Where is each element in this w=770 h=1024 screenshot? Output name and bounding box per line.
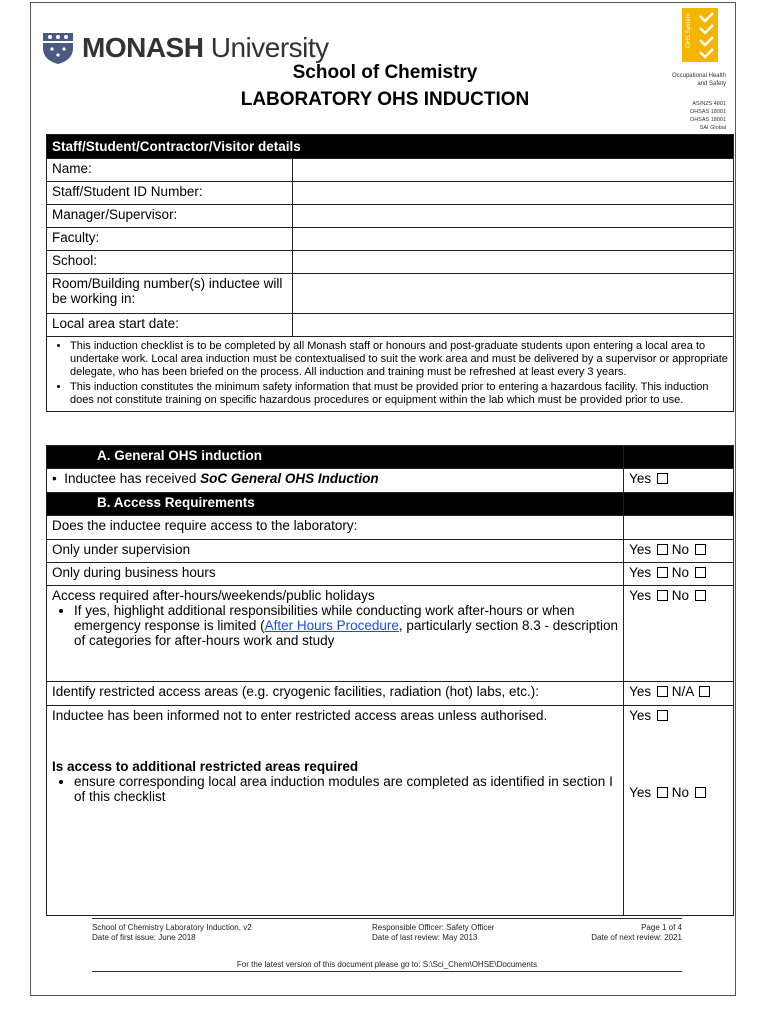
start-date-field[interactable] [292,314,733,337]
footer-page-number: Page 1 of 4 [641,923,682,932]
yes-label: Yes [629,684,652,699]
na-label: N/A [671,684,694,699]
name-label: Name: [47,159,293,182]
after-hours-note-b: , particularly section 8.3 - description of categories for after-hours work and study [74,618,619,648]
after-hours-note: • If yes, highlight additional responsibilities while conducting work after-hours or when emergency response is limited (After Hours Procedure, particularly section 8.3 - description of categories for after-hours work and study [74,603,618,648]
footer-last-review: Date of last review: May 2013 [372,933,478,942]
after-hours-notes [52,603,618,648]
yes-label: Yes [629,565,652,580]
informed-text: Inductee has been informed not to enter restricted access areas unless authorised. [52,708,548,723]
no-label: No [671,565,689,580]
faculty-field[interactable] [292,228,733,251]
notes-cell [47,337,734,412]
general-induction-text: Inductee has received [64,471,201,486]
no-label: No [671,588,689,603]
additional-areas-note: • ensure corresponding local area induction modules are completed as identified in section I of this checklist [74,774,618,804]
faculty-label: Faculty: [47,228,293,251]
supervisor-field[interactable] [292,205,733,228]
after-hours-cell [47,586,624,682]
yes-checkbox[interactable] [657,567,668,578]
monash-crest-icon [40,30,76,66]
footer-next-review: Date of next review: 2021 [591,933,682,942]
business-hours-label: Only during business hours [47,563,624,586]
restricted-areas-check [624,682,734,706]
general-induction-emph: SoC General OHS Induction [200,471,379,486]
yes-label: Yes [629,471,652,486]
yes-label: Yes [629,708,652,723]
yes-checkbox[interactable] [657,590,668,601]
additional-areas-check [629,785,728,800]
restricted-access-check [624,706,734,916]
cert-standard: SAI Global [699,125,726,131]
restricted-areas-label: Identify restricted access areas (e.g. cryogenic facilities, radiation (hot) labs, etc.): [47,682,624,706]
access-question: Does the inductee require access to the laboratory: [47,516,624,540]
yes-label: Yes [629,542,652,557]
school-label: School: [47,251,293,274]
yes-label: Yes [629,588,652,603]
start-date-label: Local area start date: [47,314,293,337]
yes-checkbox[interactable] [657,710,668,721]
supervision-check [624,540,734,563]
additional-areas-question: Is access to additional restricted areas required [52,759,359,774]
note-item: • This induction constitutes the minimum safety information that must be provided prior to entering a hazardous facility. This induction does not constitute training on specific hazardous procedures or equipment within the lab which must be provided prior to use. [70,381,728,407]
details-table [46,134,734,412]
details-heading: Staff/Student/Contractor/Visitor details [47,135,734,159]
name-field[interactable] [292,159,733,182]
no-label: No [671,542,689,557]
no-checkbox[interactable] [695,590,706,601]
cert-standards [666,100,726,132]
cert-badge-text: OHS System [686,13,692,48]
business-hours-check [624,563,734,586]
informed-check [629,708,728,723]
supervisor-label: Manager/Supervisor: [47,205,293,228]
title-school: School of Chemistry [292,62,478,83]
supervision-label: Only under supervision [47,540,624,563]
room-label: Room/Building number(s) inductee will be working in: [47,274,293,314]
footer-middle [372,923,494,943]
no-checkbox[interactable] [695,567,706,578]
footer-first-issue: Date of first issue: June 2018 [92,933,196,942]
section-a-heading: A. General OHS induction [47,446,624,469]
general-induction-check [624,469,734,493]
yes-checkbox[interactable] [657,787,668,798]
yes-checkbox[interactable] [657,544,668,555]
after-hours-label: Access required after-hours/weekends/public holidays [52,588,375,603]
room-field[interactable] [292,274,733,314]
na-checkbox[interactable] [699,686,710,697]
after-hours-procedure-link[interactable]: After Hours Procedure [264,618,399,633]
title-induction: LABORATORY OHS INDUCTION [240,89,530,110]
footer-officer: Responsible Officer: Safety Officer [372,923,495,932]
no-label: No [671,785,689,800]
checkmarks-icon [682,8,718,62]
logo-text-bold: MONASH [82,32,204,63]
footer-divider-bottom [92,971,682,972]
footer-left [92,923,252,943]
cert-standard: AS/NZS 4801 [692,101,726,107]
additional-areas-notes [52,774,618,804]
id-field[interactable] [292,182,733,205]
after-hours-note-a: If yes, highlight additional responsibilities while conducting work after-hours or when emergency response is limited [74,603,575,633]
school-field[interactable] [292,251,733,274]
footer-divider-top [92,918,682,919]
yes-checkbox[interactable] [657,473,668,484]
cert-label: Occupational Health and Safety [671,73,726,87]
general-induction-item: • Inductee has received SoC General OHS Induction [47,469,624,493]
logo-text-rest: University [203,32,329,63]
notes-list [52,340,728,407]
cert-badge [682,8,718,62]
yes-label: Yes [629,785,652,800]
cert-standard: OHSAS 18001 [689,117,726,123]
id-label: Staff/Student ID Number: [47,182,293,205]
footer-doc-name: School of Chemistry Laboratory Induction, v2 [92,923,252,932]
cert-standard: OHSAS 18001 [689,109,726,115]
after-hours-check [624,586,734,682]
no-checkbox[interactable] [695,544,706,555]
section-b-heading: B. Access Requirements [47,493,624,516]
no-checkbox[interactable] [695,787,706,798]
monash-logo [40,30,329,66]
note-item: • This induction checklist is to be completed by all Monash staff or honours and post-graduate students upon entering a local area to undertake work. Local area induction must be contextualised to suit the work area and must be delivered by a supervisor or appropriate delegate, who has been briefed on the process. All induction and training must be refreshed at least every 3 years. [70,340,728,379]
footer-location: For the latest version of this document please go to: S:\Sci_Chem\OHSE\Documents [236,960,538,969]
footer-right [540,923,682,943]
yes-checkbox[interactable] [657,686,668,697]
restricted-access-cell [47,706,624,916]
requirements-table [46,445,734,916]
